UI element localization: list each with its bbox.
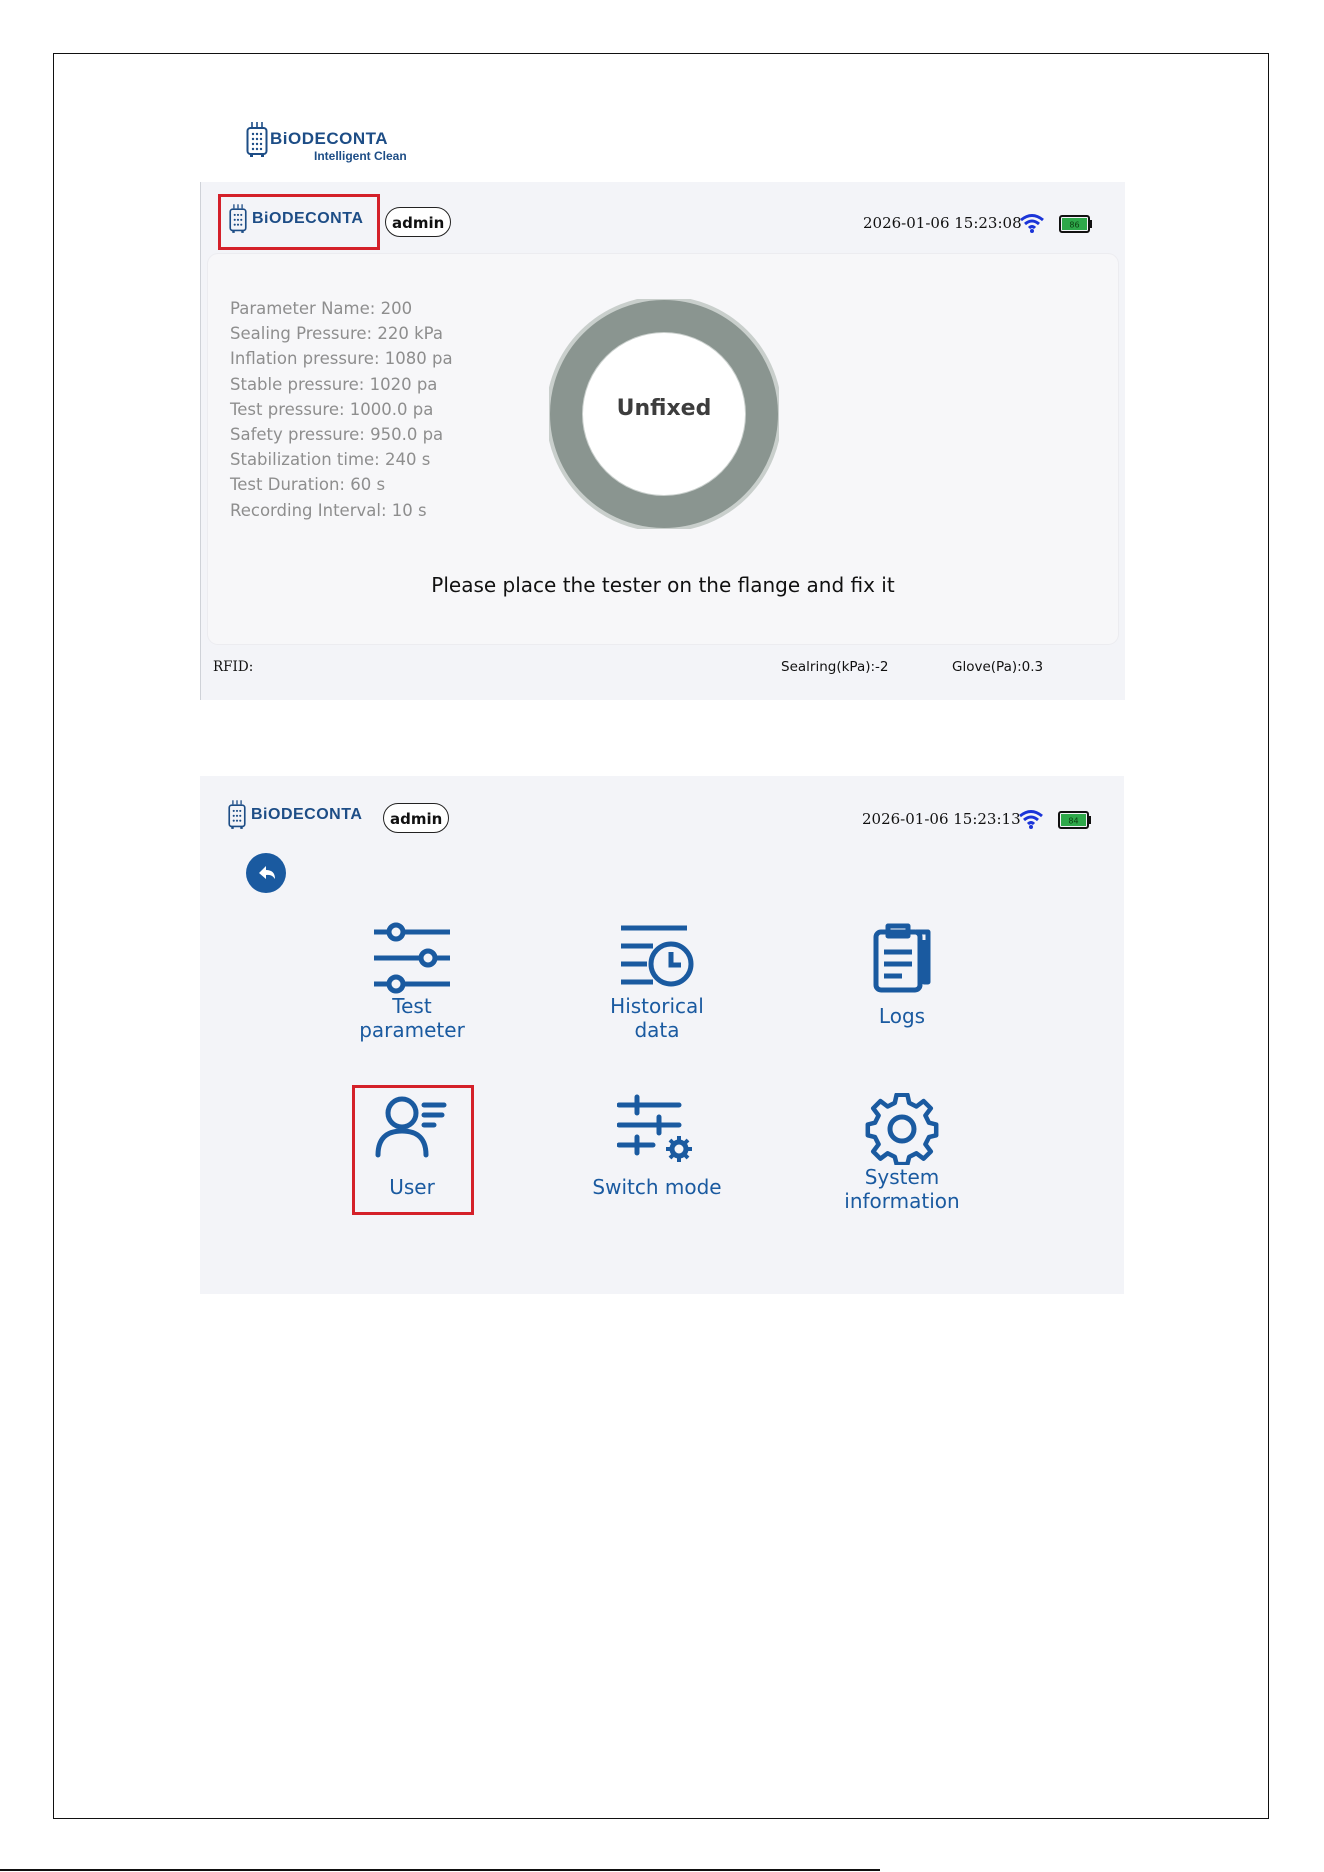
param-name: Parameter Name: 200 [230,299,413,318]
status-bar-brand: BiODECONTA [252,210,364,227]
sliders-icon [372,922,452,994]
param-recording-interval: Recording Interval: 10 s [230,500,427,520]
user-badge[interactable]: admin [383,803,449,833]
menu-system-information[interactable] [817,1093,987,1213]
menu-test-parameter[interactable] [327,922,497,1042]
param-inflation-pressure: Inflation pressure: 1080 pa [230,349,453,369]
param-stabilization-time: Stabilization time: 240 s [230,450,431,470]
status-datetime: 2026-01-06 15:23:13 [862,810,1021,828]
status-bar-logo [228,800,362,830]
status-datetime: 2026-01-06 15:23:08 [863,214,1022,232]
menu-label: data [634,1018,680,1042]
rfid-label: RFID: [213,659,254,675]
menu-label: User [389,1175,435,1199]
device-icon [228,800,246,830]
menu-label: parameter [359,1018,465,1042]
param-safety-pressure: Safety pressure: 950.0 pa [230,425,444,445]
battery-level: 84 [1068,816,1079,826]
menu-logs[interactable] [817,922,987,1028]
parameter-list [230,296,453,523]
param-stable-pressure: Stable pressure: 1020 pa [230,374,438,394]
back-button[interactable] [246,853,286,893]
param-test-duration: Test Duration: 60 s [230,475,386,495]
switch-mode-icon [617,1093,697,1165]
menu-screen [200,776,1124,1294]
brand-tagline: Intelligent Clean [314,149,407,163]
back-arrow-icon [246,853,286,893]
brand-logo-icon [246,122,268,158]
menu-label: Switch mode [592,1175,722,1199]
wifi-icon [1019,212,1045,234]
sealring-reading: Sealring(kPa):-2 [781,659,889,675]
footer-rule [0,1869,880,1871]
user-badge[interactable]: admin [385,207,451,237]
menu-label: Test [392,994,432,1018]
menu-label: System [864,1165,940,1189]
history-icon [617,922,697,994]
clipboard-icon [862,922,942,994]
param-sealing-pressure: Sealing Pressure: 220 kPa [230,324,443,344]
brand-name: BiODECONTA [270,129,389,148]
menu-label: Logs [878,1004,926,1028]
ring-status-text: Unfixed [616,396,712,421]
param-test-pressure: Test pressure: 1000.0 pa [230,399,434,419]
status-bar-brand: BiODECONTA [251,806,363,823]
battery-icon [1059,215,1093,233]
wifi-icon [1018,808,1044,830]
glove-reading: Glove(Pa):0.3 [952,659,1044,675]
menu-label: Historical [610,994,704,1018]
instruction-text: Please place the tester on the flange and fix it [431,573,895,597]
battery-icon [1058,811,1092,829]
highlight-box-logo [218,194,380,250]
menu-label: information [844,1189,960,1213]
menu-switch-mode[interactable] [572,1093,742,1199]
test-screen [200,182,1125,700]
menu-historical-data[interactable] [572,922,742,1042]
gear-icon [862,1093,942,1165]
battery-level: 86 [1069,220,1080,230]
highlight-box-user [352,1085,474,1215]
